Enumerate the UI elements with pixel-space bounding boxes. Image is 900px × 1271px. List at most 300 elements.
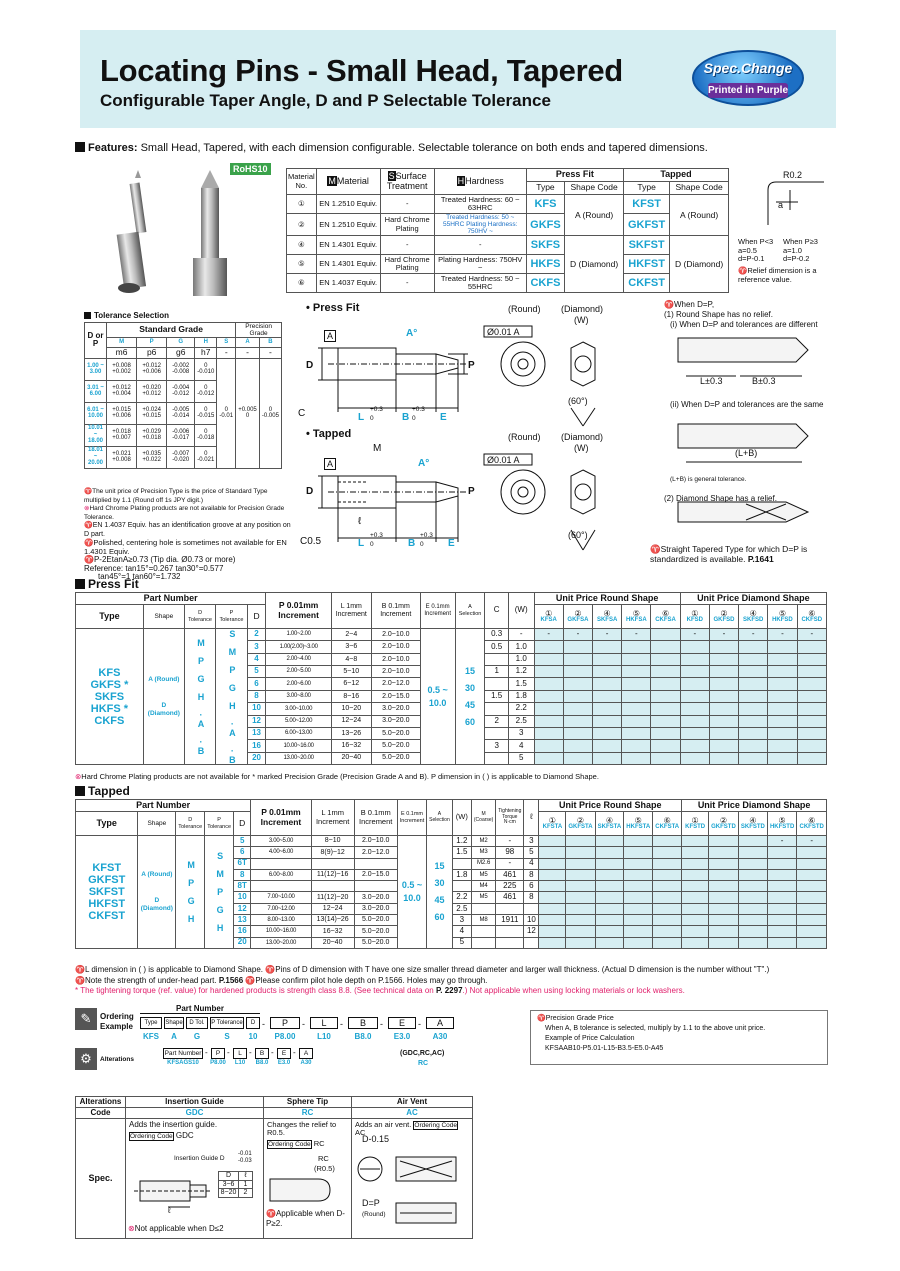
ordering-field-value: B8.0 (354, 1032, 372, 1041)
price-cell (563, 641, 592, 653)
rohs-badge: RoHS10 (230, 163, 271, 175)
price-cell (622, 641, 651, 653)
b-range: 3.0~20.0 (371, 703, 420, 715)
price-col-header (682, 812, 709, 836)
ordering-field-label: P (281, 1018, 288, 1028)
tp-note: .) Not applicable when using locking materials or lock washers. (462, 986, 685, 995)
price-cell (768, 653, 797, 665)
price-cell (653, 858, 682, 869)
price-cell (709, 903, 739, 914)
alt-gdc-oc-label: Ordering Code (130, 1132, 173, 1140)
price-cell (593, 727, 622, 739)
ordering-field-value: P8.00 (274, 1032, 296, 1041)
price-cell (709, 678, 738, 690)
b-range: 3.0~20.0 (354, 892, 397, 903)
p-range: 13.00~20.00 (266, 752, 331, 764)
tp-note-row (75, 976, 835, 987)
tol-h: 0 -0.021 (195, 446, 217, 468)
price-cell (767, 881, 796, 892)
price-cell (739, 653, 768, 665)
ordering-field-value: L10 (317, 1032, 331, 1041)
tol-g: -0.007 -0.020 (167, 446, 195, 468)
a-value: 30 (434, 877, 445, 888)
relief-p-ge (783, 238, 818, 264)
mat-row-surface: Hard Chrome Plating (380, 214, 434, 236)
l-plus-2: +0.3 (370, 532, 383, 539)
c-value: 1 (485, 666, 508, 678)
a-value: 60 (434, 911, 445, 922)
pf-b-inc: B 0.1mm Increment (371, 593, 420, 629)
mat-hardness-header: Hardness (465, 175, 504, 186)
l-label-2: L (358, 538, 365, 549)
tol-g: -0.002 -0.008 (167, 358, 195, 380)
shape-cell (138, 836, 176, 949)
c-value (485, 703, 508, 715)
w-value (452, 881, 471, 892)
price-cell (768, 727, 797, 739)
price-cell: - (534, 629, 563, 641)
ell-value: 8 (524, 869, 539, 880)
l-range (311, 881, 354, 892)
page-subtitle: Configurable Taper Angle, D and P Selectable Tolerance (100, 91, 551, 110)
w-value (452, 858, 471, 869)
price-col-header (563, 605, 592, 629)
bullet-square-icon (75, 142, 85, 152)
ell-value: 6 (524, 881, 539, 892)
alt-col-name: Sphere Tip (264, 1097, 352, 1108)
price-cell (709, 926, 739, 937)
price-cell (534, 740, 563, 752)
alt-ac-round: (Round) (362, 1211, 386, 1218)
note-icon: ♈ (245, 975, 256, 985)
d-tol-cell: M P G H (176, 836, 205, 949)
price-cell (624, 892, 653, 903)
price-cell (651, 629, 680, 641)
ordering-field-box (140, 1017, 162, 1029)
d-value: 2 (247, 629, 266, 641)
price-cell (739, 752, 768, 764)
tol-code: A (236, 338, 260, 348)
alt-gdc-d: D (219, 1172, 239, 1181)
datum-a-label: A (324, 330, 336, 342)
price-col-code: SKFSD (743, 616, 764, 623)
price-cell (534, 727, 563, 739)
price-cell (709, 915, 739, 926)
p-range: 4.00~6.00 (251, 847, 311, 858)
price-col-num: ④ (605, 815, 614, 825)
b-range (354, 881, 397, 892)
features-line (75, 142, 708, 154)
price-col-num: ② (720, 608, 728, 618)
torque-value (496, 926, 524, 937)
relief-r: R0.2 (783, 170, 803, 180)
tol-p: +0.035 +0.022 (137, 446, 167, 468)
price-cell (682, 937, 709, 948)
badge-top-label: Spec.Change (703, 60, 793, 76)
alt-field-box (211, 1048, 225, 1059)
tol-g: -0.005 -0.014 (167, 402, 195, 424)
pf-c: C (485, 593, 508, 629)
mat-row-hardness: Treated Hardness: 50 ~ 55HRC (434, 274, 526, 293)
relief-detail (738, 170, 828, 240)
rn-lpm: L±0.3 (700, 376, 723, 386)
price-cell (709, 847, 739, 858)
price-cell (797, 653, 826, 665)
ordering-field-label: A (436, 1018, 443, 1028)
ordering-dash: - (262, 1019, 265, 1029)
price-cell (566, 915, 595, 926)
rn-std-ref: P.1641 (747, 554, 774, 564)
tol-a: +0.005 0 (236, 358, 260, 468)
p-tol-cell: S M P G H ·A ·B (216, 629, 247, 765)
pf-shape-h: Shape (143, 605, 184, 629)
tol-m: +0.018 +0.007 (107, 424, 137, 446)
d-value: 8 (247, 690, 266, 702)
price-cell (593, 678, 622, 690)
b-range: 5.0~20.0 (371, 752, 420, 764)
e-label: E (440, 412, 447, 423)
relief-dp2: d=P-0.2 (783, 254, 810, 263)
price-cell (624, 937, 653, 948)
mat-row-no: ① (287, 195, 317, 214)
tp-note: * The tightening torque (ref. value) for hardened products is strength class 8.8. (See technical data on (75, 986, 434, 995)
price-cell (653, 847, 682, 858)
type-name: KFS (98, 666, 121, 679)
d-value: 5 (247, 666, 266, 678)
price-cell (622, 690, 651, 702)
w-value: - (508, 629, 534, 641)
type-name: SKFST (88, 885, 125, 898)
torque-value: 98 (496, 847, 524, 858)
alt-ac-desc: Adds an air vent. (355, 1120, 412, 1129)
ell-value: 10 (524, 915, 539, 926)
price-cell (622, 727, 651, 739)
tp-a-sel: A Selection (427, 800, 452, 836)
price-col-num: ① (545, 608, 553, 618)
type-name: HKFS * (90, 702, 129, 715)
p-range (251, 858, 311, 869)
price-cell (738, 881, 767, 892)
d-value: 6T (234, 858, 251, 869)
product-photo (75, 158, 267, 306)
tp-p-inc: P 0.01mm Increment (251, 800, 311, 836)
price-cell (739, 727, 768, 739)
l-range: 10~20 (331, 703, 371, 715)
price-col-num: ② (719, 815, 728, 825)
price-col-code: KFSD (686, 616, 703, 623)
shape-d: D (Diamond) (147, 701, 180, 717)
price-cell (797, 858, 827, 869)
price-col-num: ⑥ (663, 815, 671, 825)
mat-row-surface: - (380, 236, 434, 255)
ordering-field-value: 10 (248, 1032, 258, 1041)
b-range: 3.0~20.0 (371, 715, 420, 727)
tp-shape-header: Shape Code (670, 182, 729, 195)
b-range: 2.0~10.0 (371, 666, 420, 678)
tol-h: 0 -0.018 (195, 424, 217, 446)
precision-price-box (530, 1010, 828, 1065)
m-value (472, 926, 496, 937)
price-cell (709, 690, 738, 702)
price-cell (738, 926, 767, 937)
tp-b-inc: B 0.1mm Increment (354, 800, 397, 836)
pf-part-number: Part Number (76, 593, 266, 605)
a-deg-label-2: A° (418, 458, 430, 469)
m-value: M2 (472, 836, 496, 847)
bullet-square-icon (75, 579, 85, 589)
tol-fit: g6 (167, 348, 195, 358)
rn-1ii: (ii) When D=P and tolerances are the same (670, 400, 824, 409)
price-cell (563, 752, 592, 764)
ordering-field-box (270, 1017, 300, 1029)
price-cell (539, 926, 566, 937)
price-col-code: GKFSD (713, 616, 735, 623)
d-value: 5 (234, 836, 251, 847)
pf-w: (W) (508, 593, 534, 629)
mat-row-pf-type: GKFS (526, 214, 565, 236)
l-range: 4~8 (331, 653, 371, 665)
tapped-heading: Tapped (88, 784, 130, 798)
material-table (286, 168, 729, 293)
pp-title: Precision Grade Price (545, 1015, 614, 1022)
p-range: 3.00~10.00 (266, 703, 331, 715)
price-col-header (680, 605, 709, 629)
alt-dash: - (249, 1048, 252, 1057)
type-name: HKFST (88, 897, 126, 910)
ordering-dash: - (340, 1019, 343, 1029)
price-cell (593, 715, 622, 727)
mat-row-pf-type: HKFS (526, 255, 565, 274)
price-col-num: ① (691, 608, 699, 618)
round-label-2: (Round) (508, 432, 541, 442)
alt-field-label: P (215, 1050, 221, 1057)
price-cell (767, 903, 796, 914)
price-col-header (797, 605, 826, 629)
c-value: 0.5 (485, 641, 508, 653)
mat-row-material: EN 1.2510 Equiv. (316, 195, 380, 214)
price-cell (797, 926, 827, 937)
ordering-dash: - (302, 1019, 305, 1029)
tol-code: G (167, 338, 195, 348)
alt-code-h: Code (76, 1108, 126, 1119)
price-cell (682, 915, 709, 926)
ordering-field-value: A (171, 1032, 177, 1041)
b-range: 2.0~10.0 (354, 836, 397, 847)
price-col-code: CKFSA (655, 616, 676, 623)
alt-field-value: KFSAGS10 (167, 1060, 199, 1066)
tol-range: 18.01 ~ 20.00 (85, 446, 107, 468)
price-cell (595, 937, 624, 948)
m-value: M8 (472, 915, 496, 926)
torque-value: 461 (496, 892, 524, 903)
alt-rc-app-text: Applicable when D-P≥2. (266, 1209, 345, 1228)
price-cell (797, 869, 827, 880)
price-cell (651, 715, 680, 727)
price-cell (739, 666, 768, 678)
alterations-table (75, 1096, 473, 1239)
mat-row-surface: - (380, 195, 434, 214)
left-notes (84, 488, 294, 582)
price-cell (797, 727, 826, 739)
l-zero-2: 0 (370, 541, 374, 548)
pf-a-sel: A Selection (455, 593, 485, 629)
price-cell (682, 881, 709, 892)
price-cell (651, 727, 680, 739)
price-col-code: SKFSA (596, 616, 618, 623)
table-row (76, 836, 827, 847)
d-tol-cell: M P G H ·A ·B (184, 629, 215, 765)
left-note (84, 488, 294, 505)
m-label: M (373, 443, 382, 454)
ordering-dash: - (380, 1019, 383, 1029)
price-col-code: HKFSA (626, 616, 647, 623)
l-range (311, 858, 354, 869)
a-value: 15 (465, 665, 476, 676)
price-cell (622, 752, 651, 764)
price-cell (595, 869, 624, 880)
mat-row-tp-type: KFST (623, 195, 669, 214)
price-cell (653, 836, 682, 847)
mat-row-material: EN 1.4037 Equiv. (316, 274, 380, 293)
mat-row-surface: Hard Chrome Plating (380, 255, 434, 274)
tol-m: +0.015 +0.006 (107, 402, 137, 424)
price-cell (767, 858, 796, 869)
pf-price-diamond: Unit Price Diamond Shape (680, 593, 826, 605)
l-range: 20~40 (331, 752, 371, 764)
l-range: 16~32 (311, 926, 354, 937)
price-cell (534, 678, 563, 690)
price-cell (566, 869, 595, 880)
price-cell (651, 752, 680, 764)
ordering-field-box (164, 1017, 184, 1029)
relief-note-text: Relief dimension is a reference value. (738, 266, 817, 284)
alt-field-box (255, 1048, 269, 1059)
price-cell (595, 915, 624, 926)
l-plus: +0.3 (370, 406, 383, 413)
a-value: 30 (465, 682, 476, 693)
price-cell (622, 703, 651, 715)
l-range: 2~4 (331, 629, 371, 641)
alt-field-label: L (238, 1050, 242, 1057)
tol-h: 0 -0.010 (195, 358, 217, 380)
l-range: 12~24 (331, 715, 371, 727)
alt-field-box (163, 1048, 203, 1059)
c-value (485, 678, 508, 690)
ordering-icon: ✎ (75, 1008, 97, 1030)
price-cell (797, 666, 826, 678)
price-col-num: ⑥ (661, 608, 670, 618)
a-value: 45 (465, 699, 476, 710)
price-cell (797, 915, 827, 926)
tp-e-inc: E 0.1mm Increment (397, 800, 427, 836)
alt-ac-oc-label: Ordering Code (414, 1122, 458, 1129)
l-range: 3~6 (331, 641, 371, 653)
alt-h: Alterations (76, 1097, 126, 1108)
tol-code: B (259, 338, 281, 348)
d-label-2: D (306, 486, 314, 497)
b-range: 2.0~10.0 (371, 653, 420, 665)
rn-1: (1) Round Shape has no relief. (664, 310, 773, 319)
tapped-label: • Tapped (306, 428, 352, 440)
price-cell (563, 703, 592, 715)
price-cell (709, 869, 739, 880)
p-range (251, 881, 311, 892)
price-col-header (534, 605, 563, 629)
mat-row-tp-type: CKFST (623, 274, 669, 293)
left-note (84, 522, 294, 539)
price-cell (739, 715, 768, 727)
mat-surface-header: Surface Treatment (386, 170, 428, 191)
note-icon: ♈ (650, 544, 661, 554)
p-range: 5.00~12.00 (266, 715, 331, 727)
l-range: 11(12)~16 (311, 869, 354, 880)
insertion-guide-drawing (132, 1167, 212, 1217)
tol-precision-header: Precision Grade (236, 323, 282, 338)
price-cell (595, 881, 624, 892)
l-zero: 0 (370, 415, 374, 422)
tol-fit: - (217, 348, 236, 358)
l-range: 8~16 (331, 690, 371, 702)
tol-fit: - (259, 348, 281, 358)
rn-bpm: B±0.3 (752, 376, 776, 386)
price-cell (738, 836, 767, 847)
price-cell: - (680, 629, 709, 641)
torque-value (496, 903, 524, 914)
price-cell (563, 727, 592, 739)
ell-value: 5 (524, 847, 539, 858)
p-range: 8.00~13.00 (251, 915, 311, 926)
price-col-header (767, 812, 796, 836)
w-value: 1.5 (452, 847, 471, 858)
pf-note (75, 771, 599, 782)
price-cell: - (563, 629, 592, 641)
tp-ptol-h: P Tolerance (205, 812, 234, 836)
tp-l-inc: L 1mm Increment (311, 800, 354, 836)
price-col-num: ⑥ (808, 815, 816, 825)
price-cell: - (768, 629, 797, 641)
type-name: SKFS (94, 690, 125, 703)
table-row (76, 629, 827, 641)
alt-rc-oc (265, 1140, 350, 1148)
ell-label: ℓ (358, 516, 362, 527)
alt-field-box (277, 1048, 291, 1059)
page-title: Locating Pins - Small Head, Tapered (100, 53, 623, 88)
price-cell (624, 903, 653, 914)
alterations-icon: ⚙ (75, 1048, 97, 1070)
price-cell (651, 690, 680, 702)
d-value: 6 (234, 847, 251, 858)
ordering-field-label: E (398, 1018, 405, 1028)
price-col-code: HKFSTD (769, 823, 795, 830)
price-cell (797, 703, 826, 715)
tp-ell: ℓ (524, 800, 539, 836)
price-cell (534, 641, 563, 653)
tolerance-heading: Tolerance Selection (94, 311, 169, 320)
tol-range: 10.01 ~ 18.00 (85, 424, 107, 446)
l-range: 12~24 (311, 903, 354, 914)
w-value: 4 (452, 926, 471, 937)
l-range: 13~26 (331, 727, 371, 739)
d-label: D (306, 360, 314, 371)
diamond-label-2: (Diamond) (561, 432, 604, 442)
pf-note-text: Hard Chrome Plating products are not available for * marked Precision Grade (Precision Grade A and B). P dimension in ( ) is applicable to Diamond Shape. (81, 772, 599, 781)
ell-value (524, 903, 539, 914)
tp-price-diamond: Unit Price Diamond Shape (682, 800, 827, 812)
l-label: L (358, 412, 365, 423)
c-label: C (298, 408, 306, 419)
alt-field-label: B (259, 1050, 265, 1057)
alt-code: GDC (126, 1108, 264, 1119)
